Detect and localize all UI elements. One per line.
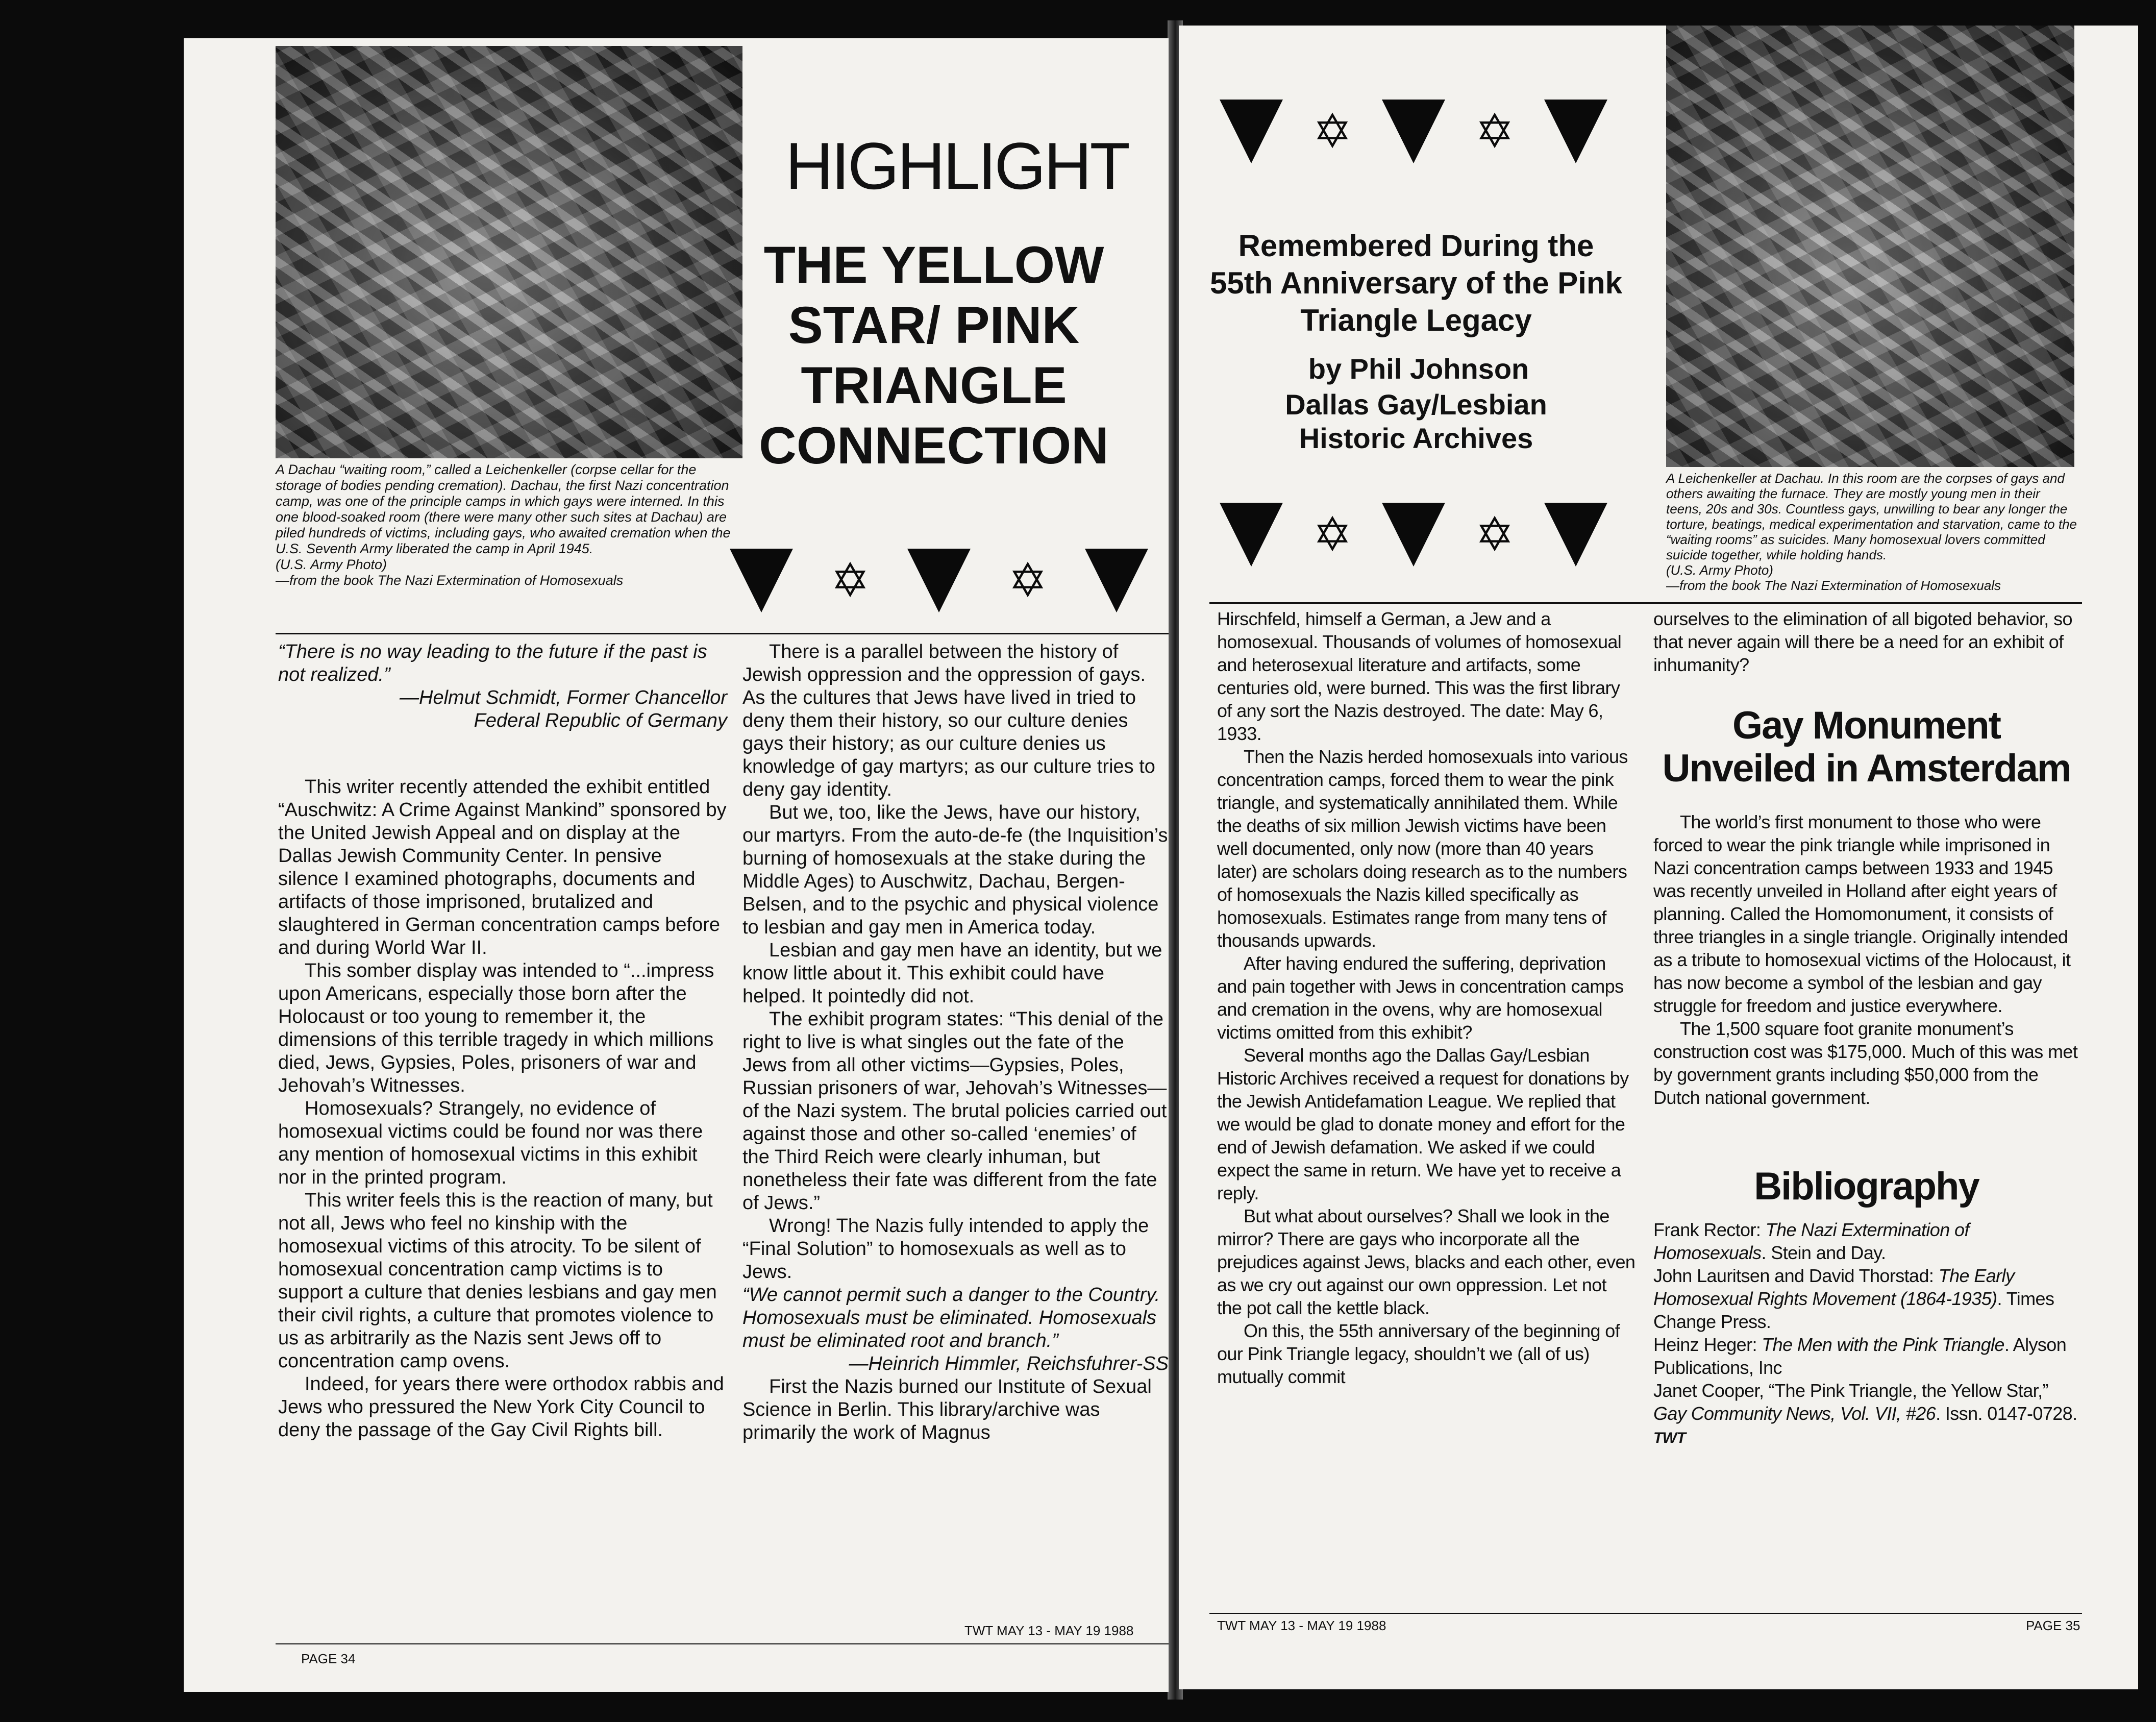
inverted-triangle-icon [1085,549,1148,612]
paragraph: There is a parallel between the history of Jewish oppression and the oppression of gays. As the cultures that Jews have lived in tried to deny them their history, so our culture denies gays their history; as our culture denies us knowledge of gay martyrs; as our culture tries to deny gay identity. [742,641,1155,800]
leichenkeller-photo [1666,26,2074,467]
headline: THE YELLOW STAR/ PINK TRIANGLE CONNECTION [759,236,1109,475]
footer-rule [1209,1613,2082,1614]
paragraph: On this, the 55th anniversary of the beginning of our Pink Triangle legacy, shouldn’t we (all of us) mutually commit [1217,1320,1620,1387]
photo-caption [276,462,735,588]
bibliography-entry: Heinz Heger: The Men with the Pink Triangle. Alyson Publications, Inc [1653,1334,2067,1378]
paragraph: The 1,500 square foot granite monument’s construction cost was $175,000. Much of this was met by government grants including $50,000 from the Dutch national government. [1653,1018,2078,1108]
paragraph: Indeed, for years there were orthodox rabbis and Jews who pressured the New York City Council to deny the passage of the Gay Civil Rights bill. [278,1373,724,1441]
paragraph: First the Nazis burned our Institute of Sexual Science in Berlin. This library/archive was primarily the work of Magnus [742,1376,1152,1443]
star-of-david-icon: ✡ [830,554,870,607]
bibliography-entry: John Lauritsen and David Thorstad: The Early Homosexual Rights Movement (1864-1935). Times Change Press. [1653,1265,2054,1332]
paragraph: After having endured the suffering, deprivation and pain together with Jews in concentration camps and cremation in the ovens, why are homosexual victims omitted from this exhibit? [1217,953,1624,1043]
bibliography-entry: Frank Rector: The Nazi Extermination of Homosexuals. Stein and Day. [1653,1219,1969,1263]
paragraph: But what about ourselves? Shall we look in the mirror? There are gays who incorporate all the prejudices against Jews, blacks and each other, even as we cry out against our own oppression. Let not the pot call the kettle black. [1217,1206,1635,1318]
epigraph-quote: “There is no way leading to the future if the past is not realized.” [278,641,707,685]
symbol-row-left [730,549,1148,612]
paragraph: Hirschfeld, himself a German, a Jew and a homosexual. Thousands of volumes of homosexual and heterosexual literature and artifacts, some centuries old, were burned. This was the first library of any sort the Nazis destroyed. The date: May 6, 1933. [1217,608,1622,744]
inverted-triangle-icon [1220,503,1283,567]
end-mark: TWT [1653,1430,1686,1446]
photo-caption [1666,471,2079,593]
column-4 [1653,607,2079,1449]
inverted-triangle-icon [907,549,971,612]
star-of-david-icon: ✡ [1475,508,1515,561]
caption-source: —from the book The Nazi Extermination of Homosexuals [276,573,624,588]
column-1 [278,641,727,1442]
epigraph-author: —Helmut Schmidt, Former Chancellor [400,687,727,708]
star-of-david-icon: ✡ [1475,105,1515,158]
symbol-row-bottom [1220,503,1607,567]
page-number-left: PAGE 34 [301,1651,356,1666]
paragraph: But we, too, like the Jews, have our history, our martyrs. From the auto-de-fe (the Inquisition’s burning of homosexuals at the stake during the Middle Ages) to Auschwitz, Dachau, Bergen-Belsen, and to the psychic and physical violence to lesbian and gay men in America today. [742,802,1168,938]
byline: by Phil Johnson [1308,353,1529,385]
column-2 [742,641,1169,1444]
paragraph: This writer recently attended the exhibit entitled “Auschwitz: A Crime Against Mankind” sponsored by the United Jewish Appeal and on display at the Dallas Jewish Community Center. In pensive silence I examined photographs, documents and artifacts of those imprisoned, brutalized and slaughtered in German concentration camps before and during World War II. [278,776,727,958]
footer-rule [276,1643,1169,1644]
issue-date-right: TWT MAY 13 - MAY 19 1988 [1217,1618,1386,1633]
paragraph: Wrong! The Nazis fully intended to apply the “Final Solution” to homosexuals as well as to Jews. [742,1215,1149,1283]
issue-date-left: TWT MAY 13 - MAY 19 1988 [964,1623,1134,1638]
star-of-david-icon: ✡ [1008,554,1048,607]
star-of-david-icon: ✡ [1312,105,1352,158]
paragraph: Several months ago the Dallas Gay/Lesbian Historic Archives received a request for donations by the Jewish Antidefamation League. We replied that we would be glad to donate money and effort for the end of Jewish defamation. We asked if we could expect the same in return. We have yet to receive a reply. [1217,1045,1629,1203]
inverted-triangle-icon [1544,100,1607,163]
caption-text: A Leichenkeller at Dachau. In this room are the corpses of gays and others awaiting the furnace. They are mostly young men in their teens, 20s and 30s. Countless gays, unwilling to bear any longer the torture, beatings, medical experimentation and starvation, came to the “waiting rooms” as suicides. Many homosexual lovers committed suicide together, while holding hands. [1666,471,2077,562]
himmler-quote: “We cannot permit such a danger to the Country. Homosexuals must be eliminated. Homosexuals must be eliminated root and branch.” [742,1284,1160,1351]
highlight-logo: HIGHLIGHT [785,129,1128,203]
paragraph: The world’s first monument to those who were forced to wear the pink triangle while imprisoned in Nazi concentration camps between 1933 and 1945 was recently unveiled in Holland after eight years of planning. Called the Homomonument, it consists of three triangles in a single triangle. Originally intended as a tribute to homosexual victims of the Holocaust, it has now become a symbol of the lesbian and gay struggle for freedom and justice everywhere. [1653,811,2071,1016]
column-3 [1217,607,1635,1388]
page-34 [184,38,1169,1692]
epigraph-role: Federal Republic of Germany [474,710,727,731]
monument-headline: Gay Monument Unveiled in Amsterdam [1662,704,2071,790]
inverted-triangle-icon [730,549,793,612]
caption-credit: (U.S. Army Photo) [1666,562,1773,578]
bibliography-heading: Bibliography [1754,1165,1979,1208]
dachau-photo [276,46,742,458]
paragraph: ourselves to the elimination of all bigoted behavior, so that never again will there be a need for an exhibit of inhumanity? [1653,608,2072,675]
affiliation: Dallas Gay/Lesbian Historic Archives [1285,388,1547,454]
inverted-triangle-icon [1382,100,1445,163]
header-rule [276,633,1169,634]
paragraph: Then the Nazis herded homosexuals into various concentration camps, forced them to wear the pink triangle, and systematically annihilated them. While the deaths of six million Jewish victims have been well documented, only now (more than 40 years later) are scholars doing research as to the numbers of homosexuals the Nazis killed specifically as homosexuals. Estimates range from many tens of thousands upwards. [1217,746,1628,951]
paragraph: Homosexuals? Strangely, no evidence of homosexual victims could be found nor was there any mention of homosexual victims in this exhibit nor in the printed program. [278,1098,703,1188]
inverted-triangle-icon [1544,503,1607,567]
caption-text: A Dachau “waiting room,” called a Leichenkeller (corpse cellar for the storage of bodies pending cremation). Dachau, the first Nazi concentration camp, was one of the principle camps in which gays were interned. In this one blood-soaked room (there were many other such sites at Dachau) are piled hundreds of victims, including gays, who awaited cremation when the U.S. Seventh Army liberated the camp in April 1945. [276,462,731,556]
inverted-triangle-icon [1220,100,1283,163]
page-35 [1179,26,2138,1689]
star-of-david-icon: ✡ [1312,508,1352,561]
caption-source: —from the book The Nazi Extermination of Homosexuals [1666,578,2001,593]
symbol-row-top [1220,100,1607,163]
inverted-triangle-icon [1382,503,1445,567]
paragraph: This somber display was intended to “...impress upon Americans, especially those born after the Holocaust or too young to remember it, the dimensions of this terrible tragedy in which millions died, Jews, Gypsies, Poles, prisoners of war and Jehovah’s Witnesses. [278,960,714,1096]
paragraph: This writer feels this is the reaction of many, but not all, Jews who feel no kinship with the homosexual victims of this atrocity. To be silent of homosexual concentration camp victims is to support a culture that denies lesbians and gay men their civil rights, a culture that promotes violence to us as arbitrarily as the Nazis sent Jews off to concentration camp ovens. [278,1190,717,1372]
page-number-right: PAGE 35 [2026,1618,2080,1633]
bibliography-entry: Janet Cooper, “The Pink Triangle, the Yellow Star,” Gay Community News, Vol. VII, #26. Issn. 0147-0728. TWT [1653,1380,2077,1446]
himmler-attribution: —Heinrich Himmler, Reichsfuhrer-SS [849,1353,1169,1374]
paragraph: Lesbian and gay men have an identity, but we know little about it. This exhibit could have helped. It pointedly did not. [742,940,1162,1007]
paragraph: The exhibit program states: “This denial of the right to live is what singles out the fate of the Jews from all other victims—Gypsies, Poles, Russian prisoners of war, Jehovah’s Witnesses—of the Nazi system. The brutal policies carried out against those and other so-called ‘enemies’ of the Third Reich were clearly inhuman, but nonetheless their fate was different from the fate of Jews.” [742,1008,1167,1214]
caption-credit: (U.S. Army Photo) [276,557,387,572]
header-rule [1209,602,2082,604]
feature-title: Remembered During the 55th Anniversary of the Pink Triangle Legacy [1209,229,1622,337]
